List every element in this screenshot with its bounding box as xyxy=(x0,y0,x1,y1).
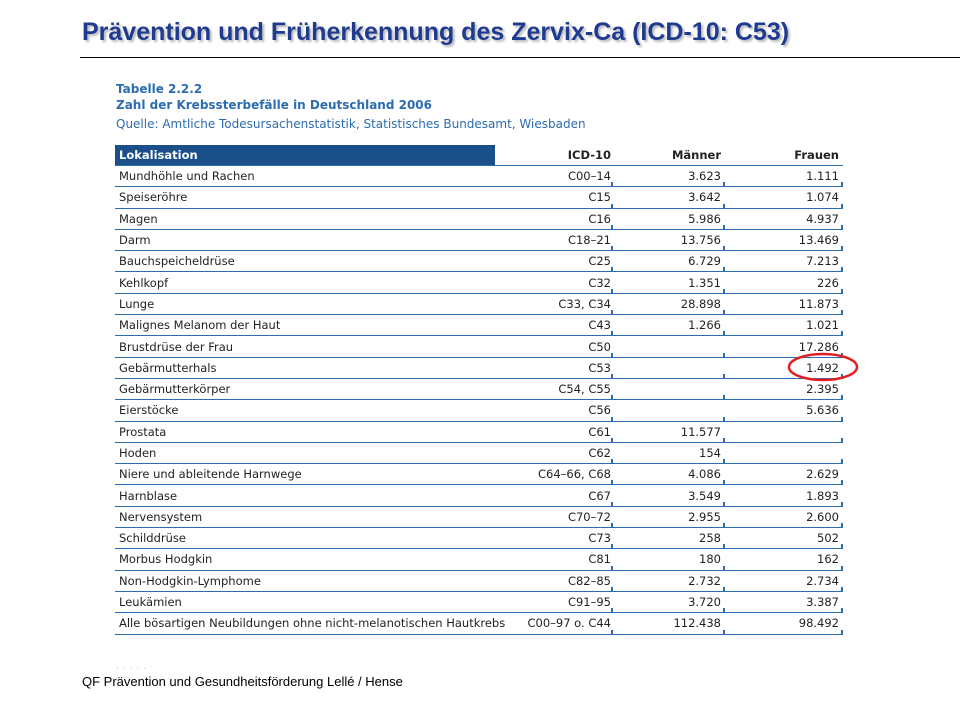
cell-frauen: 226 xyxy=(817,275,839,290)
cell-maenner: 3.720 xyxy=(688,595,721,610)
cell-lokalisation: Morbus Hodgkin xyxy=(119,552,213,567)
cell-frauen: 7.213 xyxy=(806,254,839,269)
cell-maenner: 3.623 xyxy=(688,169,721,184)
cell-frauen: 1.492 xyxy=(806,360,839,375)
cell-maenner: 112.438 xyxy=(673,616,721,631)
cell-icd: C64–66, C68 xyxy=(537,467,611,482)
table-row xyxy=(115,166,843,187)
table-row xyxy=(115,230,843,251)
cell-frauen: 3.387 xyxy=(806,595,839,610)
cell-maenner: 154 xyxy=(699,446,721,460)
title-divider xyxy=(80,57,960,58)
cell-maenner: 1.266 xyxy=(688,318,721,333)
cell-maenner xyxy=(615,336,721,356)
cell-lokalisation: Harnblase xyxy=(119,488,178,503)
table-row xyxy=(115,400,843,421)
cell-icd: C32 xyxy=(588,275,611,290)
cell-lokalisation: Speiseröhre xyxy=(119,190,188,205)
cell-lokalisation: Brustdrüse der Frau xyxy=(119,339,234,354)
cell-frauen: 1.111 xyxy=(806,169,839,184)
cell-icd: C56 xyxy=(588,403,611,418)
table-row xyxy=(115,187,843,208)
table-header-row xyxy=(115,145,843,166)
table-row xyxy=(115,251,843,272)
table-title: Zahl der Krebssterbefälle in Deutschland 2006 xyxy=(116,98,433,112)
cell-frauen: 98.492 xyxy=(798,616,839,631)
slide-footer: QF Prävention und Gesundheitsförderung Lellé / Hense xyxy=(82,674,403,689)
cell-lokalisation: Gebärmutterhals xyxy=(119,360,217,375)
cell-icd: C91–95 xyxy=(567,595,611,610)
column-tick xyxy=(611,630,613,635)
table-row xyxy=(115,336,843,357)
cell-lokalisation: Prostata xyxy=(119,424,167,439)
cell-frauen: 1.893 xyxy=(806,488,839,503)
highlight-circle xyxy=(786,352,860,382)
cell-maenner: 4.086 xyxy=(688,467,721,482)
cell-frauen: 2.629 xyxy=(806,467,839,482)
cell-frauen: 5.636 xyxy=(806,403,839,418)
cell-frauen: 1.021 xyxy=(806,318,839,333)
cell-maenner: 180 xyxy=(699,552,721,567)
cell-frauen: 502 xyxy=(817,531,839,546)
slide-title: Prävention und Früherkennung des Zervix-Ca (ICD-10: C53) xyxy=(82,18,790,46)
cell-maenner xyxy=(615,358,721,378)
table-row xyxy=(115,464,843,485)
cell-icd: C81 xyxy=(588,552,611,567)
cell-lokalisation: Niere und ableitende Harnwege xyxy=(119,467,302,482)
cell-frauen: 11.873 xyxy=(798,296,839,311)
column-header-icd: ICD-10 xyxy=(567,148,611,162)
table-row xyxy=(115,613,843,634)
cell-maenner: 5.986 xyxy=(688,211,721,226)
table-label: Tabelle 2.2.2 xyxy=(116,82,203,96)
column-header-frauen: Frauen xyxy=(794,148,839,162)
table-row xyxy=(115,571,843,592)
cell-maenner: 11.577 xyxy=(680,424,721,439)
table-row xyxy=(115,507,843,528)
cell-maenner: 2.732 xyxy=(688,573,721,588)
cell-icd: C43 xyxy=(588,318,611,333)
cell-lokalisation: Hoden xyxy=(119,446,157,460)
cell-icd: C70–72 xyxy=(567,509,611,524)
column-tick xyxy=(723,630,725,635)
table-row xyxy=(115,549,843,570)
cell-frauen: 2.600 xyxy=(806,509,839,524)
table-row xyxy=(115,379,843,400)
cell-frauen xyxy=(727,422,839,442)
table-continuation-marks: · · · · · xyxy=(116,664,148,673)
cell-maenner: 2.955 xyxy=(688,509,721,524)
cell-frauen: 2.734 xyxy=(806,573,839,588)
cell-frauen: 17.286 xyxy=(798,339,839,354)
cell-frauen: 162 xyxy=(817,552,839,567)
table-row xyxy=(115,485,843,506)
cell-maenner: 28.898 xyxy=(680,296,721,311)
column-tick xyxy=(841,630,843,635)
cell-lokalisation: Nervensystem xyxy=(119,509,203,524)
cell-maenner xyxy=(615,379,721,399)
table-row xyxy=(115,272,843,293)
cell-frauen: 2.395 xyxy=(806,382,839,397)
cell-lokalisation: Alle bösartigen Neubildungen ohne nicht-melanotischen Hautkrebs xyxy=(119,616,506,631)
cell-lokalisation: Malignes Melanom der Haut xyxy=(119,318,281,333)
column-header-maenner: Männer xyxy=(671,148,721,162)
cell-maenner: 1.351 xyxy=(688,275,721,290)
cell-icd: C50 xyxy=(588,339,611,354)
table-row xyxy=(115,358,843,379)
table-row xyxy=(115,443,843,464)
table-row xyxy=(115,315,843,336)
cell-maenner xyxy=(615,400,721,420)
cell-maenner: 6.729 xyxy=(688,254,721,269)
cell-maenner: 258 xyxy=(699,531,721,546)
table-row xyxy=(115,528,843,549)
cell-icd: C73 xyxy=(588,531,611,546)
cell-icd: C82–85 xyxy=(567,573,611,588)
table-row xyxy=(115,294,843,315)
cell-icd: C53 xyxy=(588,360,611,375)
mortality-table xyxy=(115,145,843,635)
table-row xyxy=(115,422,843,443)
cell-icd: C54, C55 xyxy=(558,382,611,397)
cell-icd: C18–21 xyxy=(567,233,611,248)
cell-icd: C25 xyxy=(588,254,611,269)
cell-lokalisation: Darm xyxy=(119,233,151,248)
cell-icd: C00–97 o. C44 xyxy=(527,616,611,631)
cell-lokalisation: Non-Hodgkin-Lymphome xyxy=(119,573,261,588)
cell-icd: C62 xyxy=(588,446,611,460)
table-row xyxy=(115,209,843,230)
cell-icd: C00–14 xyxy=(567,169,611,184)
table-body xyxy=(115,166,843,635)
cell-icd: C16 xyxy=(588,211,611,226)
table-row xyxy=(115,592,843,613)
column-header-lokalisation: Lokalisation xyxy=(115,145,495,165)
cell-lokalisation: Magen xyxy=(119,211,158,226)
cell-frauen: 13.469 xyxy=(798,233,839,248)
cell-lokalisation: Bauchspeicheldrüse xyxy=(119,254,235,269)
cell-frauen: 4.937 xyxy=(806,211,839,226)
cell-lokalisation: Schilddrüse xyxy=(119,531,186,546)
cell-icd: C33, C34 xyxy=(558,296,611,311)
cell-frauen xyxy=(727,443,839,463)
cell-lokalisation: Leukämien xyxy=(119,595,182,610)
cell-frauen: 1.074 xyxy=(806,190,839,205)
cell-lokalisation: Gebärmutterkörper xyxy=(119,382,231,397)
cell-maenner: 3.642 xyxy=(688,190,721,205)
cell-maenner: 3.549 xyxy=(688,488,721,503)
cell-icd: C61 xyxy=(588,424,611,439)
table-source: Quelle: Amtliche Todesursachenstatistik, Statistisches Bundesamt, Wiesbaden xyxy=(116,117,586,131)
cell-icd: C67 xyxy=(588,488,611,503)
cell-lokalisation: Kehlkopf xyxy=(119,275,169,290)
cell-lokalisation: Eierstöcke xyxy=(119,403,179,418)
cell-icd: C15 xyxy=(588,190,611,205)
cell-maenner: 13.756 xyxy=(680,233,721,248)
cell-lokalisation: Mundhöhle und Rachen xyxy=(119,169,255,184)
cell-lokalisation: Lunge xyxy=(119,296,155,311)
